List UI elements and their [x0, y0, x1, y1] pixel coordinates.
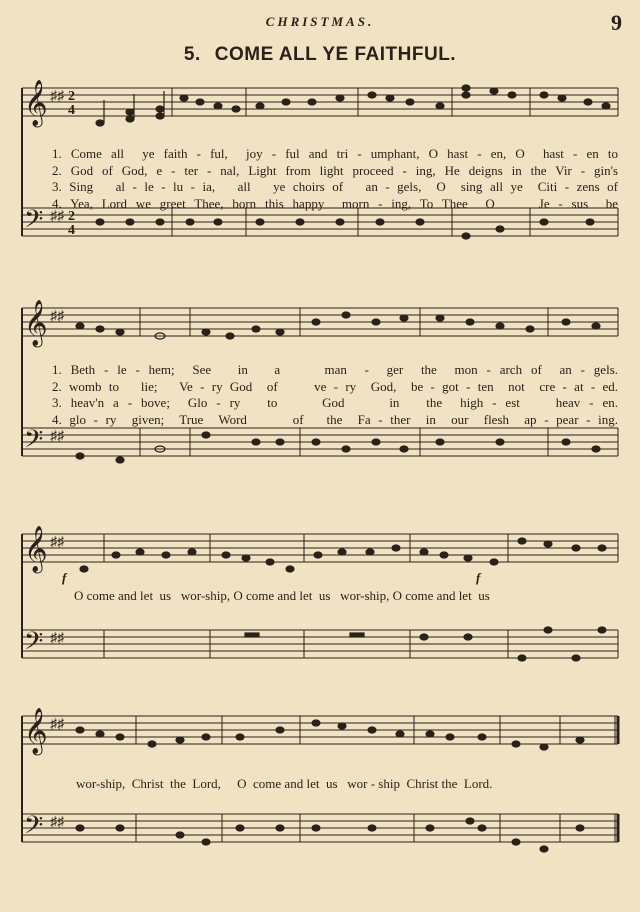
verse-line: 1. Come all ye faith - ful, joy - ful and tri - umphant, O hast - en, O hast - en to — [52, 146, 618, 161]
verse-line: 4. Yea, Lord we greet Thee, born this happy morn - ing, To Thee O Je - sus be — [52, 195, 618, 211]
svg-text:𝄢: 𝄢 — [24, 425, 44, 460]
svg-text:♯♯: ♯♯ — [50, 89, 64, 104]
page-number: 9 — [611, 10, 622, 35]
hymn-title — [0, 44, 640, 66]
svg-text:𝄞: 𝄞 — [24, 80, 48, 126]
dynamic-forte: f — [476, 570, 481, 585]
hymn-number: 5. — [183, 44, 201, 65]
music-system-3 — [0, 524, 640, 684]
svg-text:4: 4 — [68, 223, 75, 238]
verse-line: 2. womb to lie; Ve - ry God of ve - ry God, be - got - ten not cre - at - ed. — [52, 378, 618, 394]
svg-text:♯♯: ♯♯ — [50, 309, 64, 324]
running-head: CHRISTMAS. — [265, 14, 375, 29]
svg-text:4: 4 — [68, 103, 75, 118]
refrain-lyrics-1: O come and let us wor-ship, O come and let us wor-ship, O come and let us — [74, 588, 490, 603]
svg-text:♯♯: ♯♯ — [50, 717, 64, 732]
svg-text:♯♯: ♯♯ — [50, 429, 64, 444]
hymn-title-text: COME ALL YE FAITHFUL. — [214, 44, 457, 65]
refrain-lyrics-2: wor-ship, Christ the Lord, O come and let us wor - ship Christ the Lord. — [76, 776, 493, 791]
svg-text:2: 2 — [68, 209, 75, 224]
verse-line: 3. heav'n a - bove; Glo - ry to God in the high - est heav - en. — [52, 395, 618, 410]
lyrics-system-1 — [52, 146, 618, 212]
svg-text:2: 2 — [68, 89, 75, 104]
dynamic-forte: f — [62, 570, 67, 585]
svg-text:𝄢: 𝄢 — [24, 811, 44, 846]
svg-text:♯♯: ♯♯ — [50, 631, 64, 646]
svg-text:𝄢: 𝄢 — [24, 205, 44, 240]
verse-line: 3. Sing al - le - lu - ia, all ye choirs of an - gels, O sing all ye Citi - zens of — [52, 179, 618, 194]
svg-text:♯♯: ♯♯ — [50, 535, 64, 550]
svg-text:𝄞: 𝄞 — [24, 300, 48, 346]
svg-text:♯♯: ♯♯ — [50, 815, 64, 830]
lyrics-system-2 — [52, 362, 618, 428]
verse-line: 2. God of God, e - ter - nal, Light from light proceed - ing, He deigns in the Vir - gin's — [52, 162, 618, 178]
svg-text:𝄢: 𝄢 — [24, 627, 44, 662]
verse-line: 1. Beth - le - hem; See in a man - ger the mon - arch of an - gels. — [52, 362, 618, 377]
verse-line: 4. glo - ry given; True Word of the Fa - ther in our flesh ap - pear - ing. — [52, 411, 618, 427]
svg-text:♯♯: ♯♯ — [50, 209, 64, 224]
svg-text:𝄞: 𝄞 — [24, 708, 48, 754]
svg-text:𝄞: 𝄞 — [24, 526, 48, 572]
